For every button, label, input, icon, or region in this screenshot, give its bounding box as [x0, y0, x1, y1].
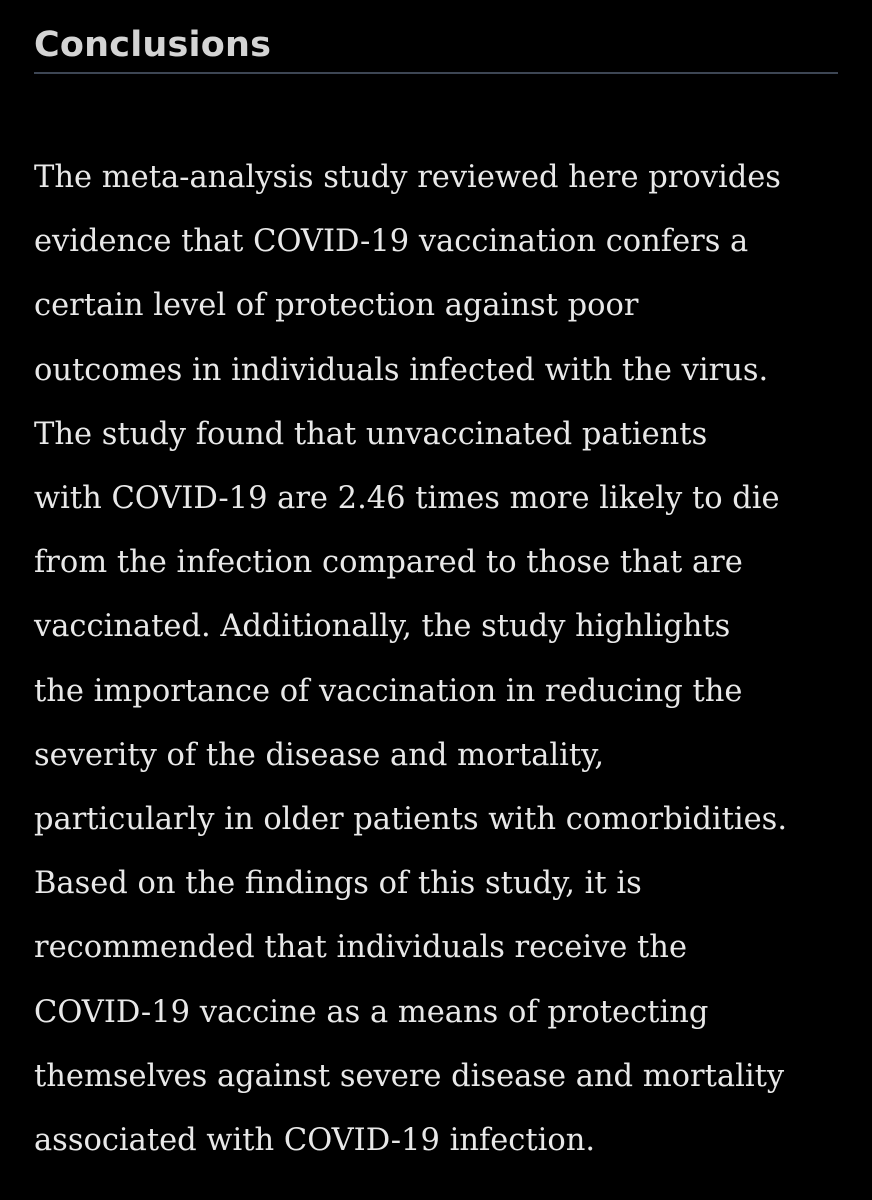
- paragraph-line: associated with COVID-19 infection.: [34, 1123, 596, 1159]
- paragraph-line: themselves against severe disease and mortality: [34, 1058, 785, 1094]
- paragraph-line: The study found that unvaccinated patients: [34, 416, 708, 452]
- paragraph-line: with COVID-19 are 2.46 times more likely to die: [34, 481, 780, 517]
- paragraph-line: COVID-19 vaccine as a means of protecting: [34, 994, 709, 1030]
- section-heading: Conclusions: [34, 25, 272, 65]
- paragraph-line: from the infection compared to those that are: [34, 545, 743, 581]
- conclusions-section: [34, 0, 838, 1173]
- paragraph-line: the importance of vaccination in reducing the: [34, 673, 743, 709]
- paragraph-line: The meta-analysis study reviewed here provides: [34, 160, 781, 195]
- paragraph-line: severity of the disease and mortality,: [34, 737, 605, 773]
- paragraph-line: certain level of protection against poor: [34, 288, 639, 324]
- paragraph-line: recommended that individuals receive the: [34, 930, 687, 966]
- paragraph-line: Based on the findings of this study, it is: [34, 866, 642, 902]
- paragraph-line: outcomes in individuals infected with the virus.: [34, 352, 769, 388]
- paragraph-line: evidence that COVID-19 vaccination confers a: [34, 224, 749, 260]
- conclusions-paragraph: [34, 74, 838, 1173]
- paragraph-line: vaccinated. Additionally, the study highlights: [34, 609, 731, 645]
- paragraph-line: particularly in older patients with comorbidities.: [34, 802, 788, 838]
